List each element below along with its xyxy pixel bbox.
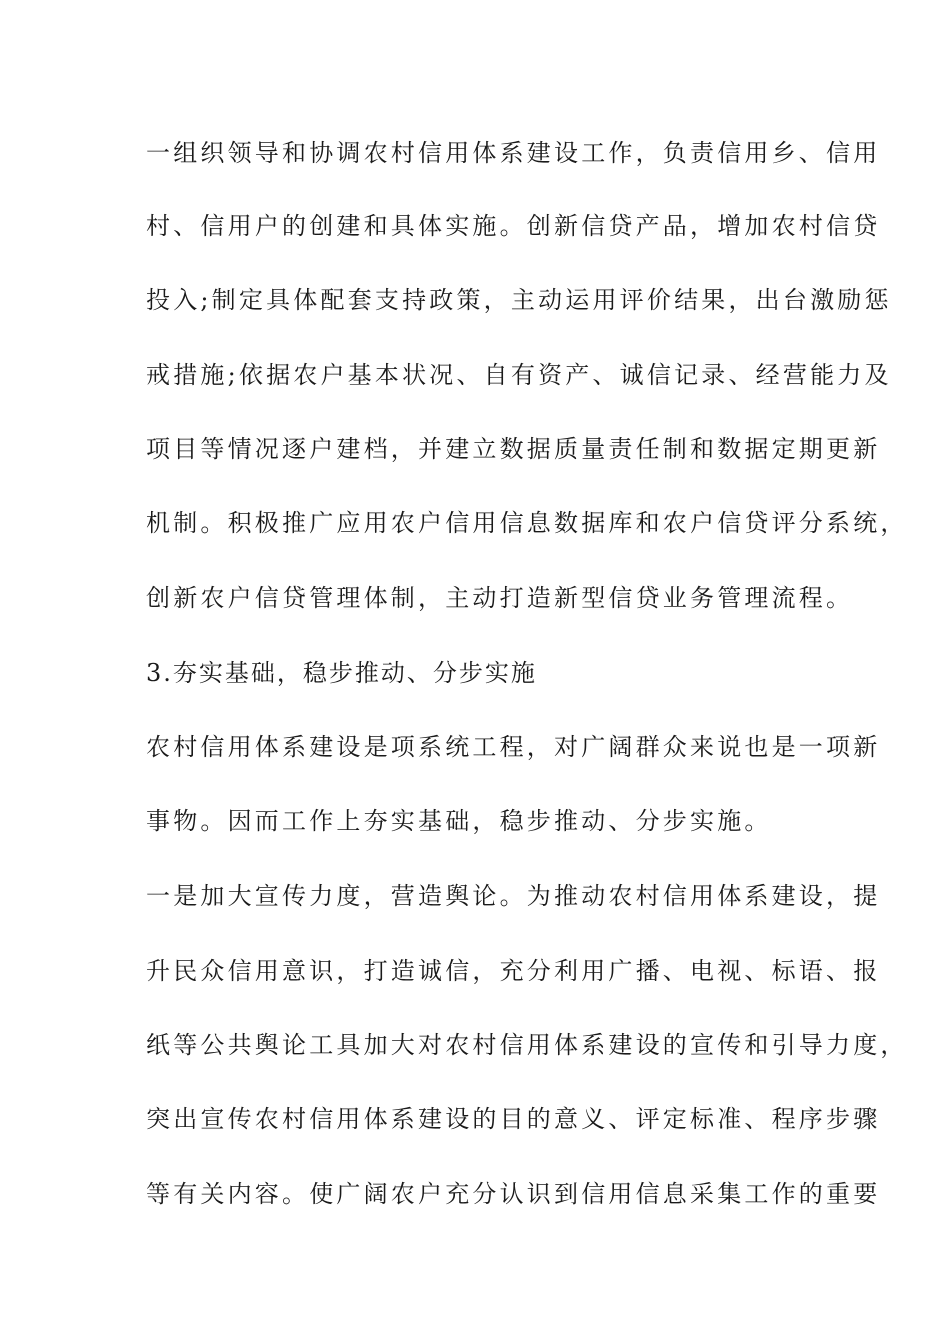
paragraph-line: 升民众信用意识，打造诚信，充分利用广播、电视、标语、报 [146, 957, 881, 985]
paragraph-line: 戒措施;依据农户基本状况、自有资产、诚信记录、经营能力及 [146, 361, 892, 389]
paragraph-line: 投入;制定具体配套支持政策，主动运用评价结果，出台激励惩 [146, 286, 892, 314]
paragraph-line: 纸等公共舆论工具加大对农村信用体系建设的宣传和引导力度， [146, 1031, 908, 1059]
paragraph-line: 创新农户信贷管理体制，主动打造新型信贷业务管理流程。 [146, 584, 854, 612]
paragraph-line: 一是加大宣传力度，营造舆论。为推动农村信用体系建设，提 [146, 882, 881, 910]
paragraph-line: 机制。积极推广应用农户信用信息数据库和农户信贷评分系统， [146, 509, 908, 537]
paragraph-line: 项目等情况逐户建档，并建立数据质量责任制和数据定期更新 [146, 435, 881, 463]
paragraph-line: 突出宣传农村信用体系建设的目的意义、评定标准、程序步骤 [146, 1105, 881, 1133]
section-heading: 3.夯实基础，稳步推动、分步实施 [146, 659, 537, 687]
paragraph-line: 事物。因而工作上夯实基础，稳步推动、分步实施。 [146, 807, 772, 835]
paragraph-line: 农村信用体系建设是项系统工程，对广阔群众来说也是一项新 [146, 733, 881, 761]
paragraph-line: 村、信用户的创建和具体实施。创新信贷产品，增加农村信贷 [146, 212, 881, 240]
paragraph-line: 一组织领导和协调农村信用体系建设工作，负责信用乡、信用 [146, 139, 881, 167]
paragraph-line: 等有关内容。使广阔农户充分认识到信用信息采集工作的重要 [146, 1180, 881, 1208]
